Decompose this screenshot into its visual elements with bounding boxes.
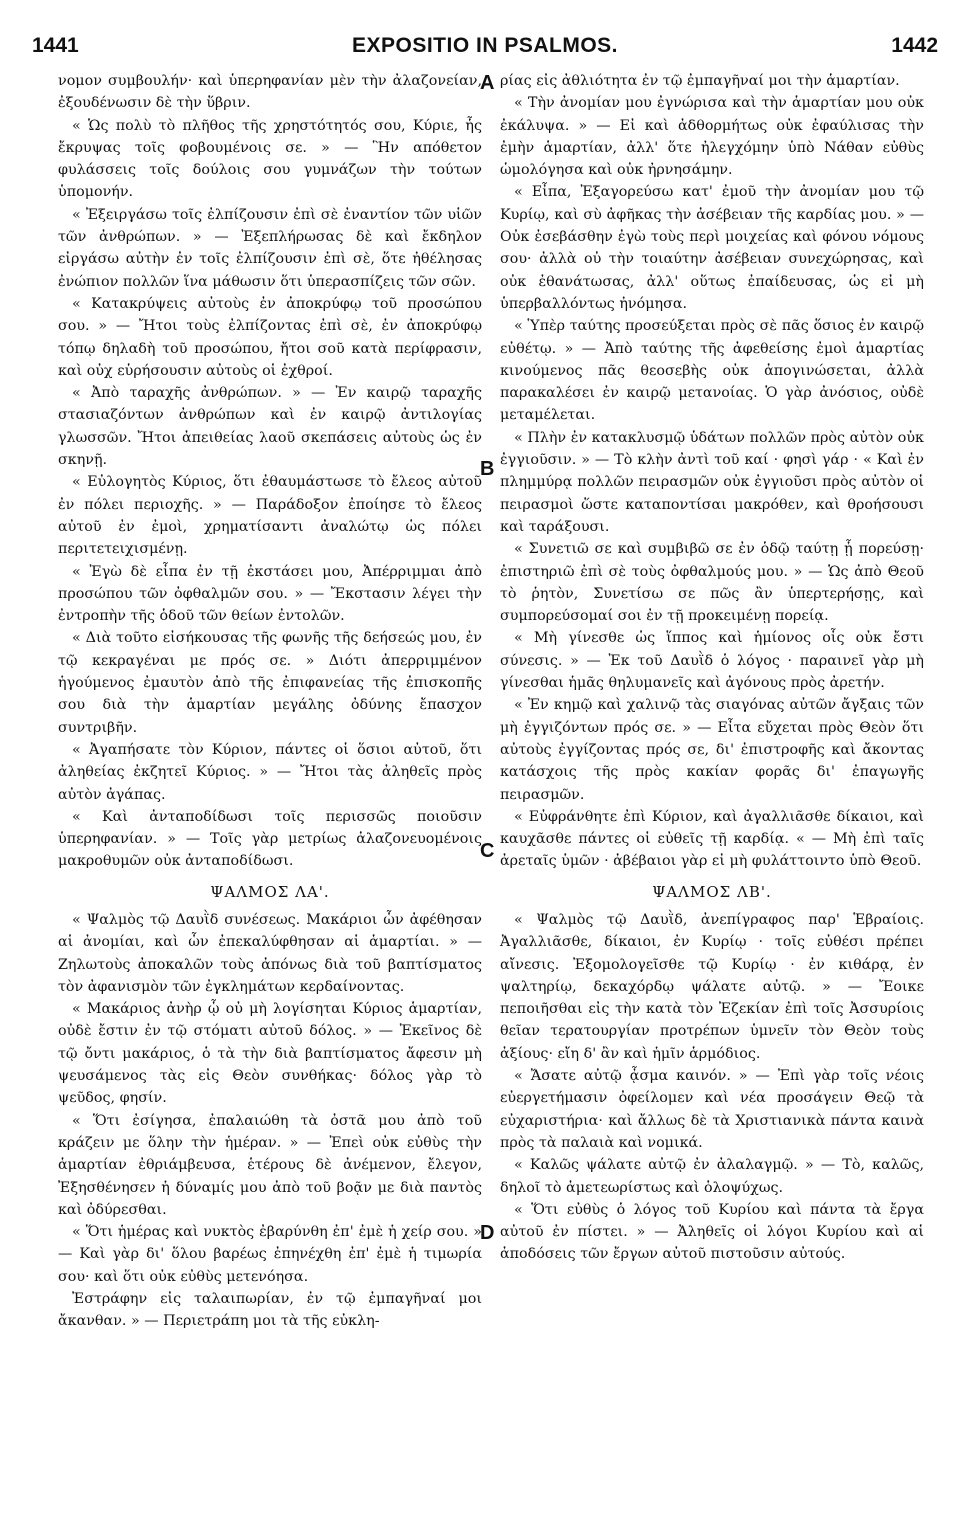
margin-letter-b: B <box>480 458 495 480</box>
paragraph: « Κατακρύψεις αὐτοὺς ἐν ἀποκρύφῳ τοῦ προσώπου σου. » — Ἤτοι τοὺς ἐλπίζοντας ἐπὶ σὲ, ἐν ἀποκρύφῳ τόπῳ δηλαδὴ τοῦ προσώπου, ἤτοι σοῦ κατὰ περίφρασιν, καὶ οὐχ εὑρήσουσιν αὐτοὺς οἱ ἐχθροί. <box>58 295 482 379</box>
paragraph: « Εἶπα, Ἐξαγορεύσω κατ' ἐμοῦ τὴν ἀνομίαν μου τῷ Κυρίῳ, καὶ σὺ ἀφῆκας τὴν ἀσέβειαν τῆς καρδίας μου. » — Οὐκ ἐσεβάσθην ἐγὼ τοὺς περὶ μοιχείας καὶ φόνου νόμους σου· ἀλλὰ οὐ τὴν τοιαύτην ἀσέβειαν συνεχώρησας, καὶ οὐκ ἐθανάτωσας, ἀλλ' οὕτως ἐπαίδευσας, ὡς εἰ μὴ ὑπερβαλλόντως ἠνόμησα. <box>500 184 924 312</box>
paragraph: « Ὅτι ἡμέρας καὶ νυκτὸς ἐβαρύνθη ἐπ' ἐμὲ ἡ χείρ σου. » — Καὶ γὰρ δι' ὅλου βαρέως ἐπηνέχθη ἐπ' ἐμὲ ἡ τιμωρία σου· καὶ ὅτι οὐκ εὐθὺς μετενόησα. <box>58 1224 482 1285</box>
paragraph: Ἐστράφην εἰς ταλαιπωρίαν, ἐν τῷ ἐμπαγῆναί μοι ἄκανθαν. » — Περιετράπη μοι τὰ τῆς εὐκλη- <box>58 1291 482 1330</box>
left-column <box>58 70 482 1333</box>
right-page-number: 1442 <box>891 34 938 57</box>
running-header <box>32 34 938 62</box>
paragraph: « Καὶ ἀνταποδίδωσι τοῖς περισσῶς ποιοῦσιν ὑπερηφανίαν. » — Τοῖς γὰρ μετρίως ἀλαζονευομένοις μακροθυμῶν οὐκ ἀνταποδίδωσι. <box>58 808 482 870</box>
paragraph: « Καλῶς ψάλατε αὐτῷ ἐν ἀλαλαγμῷ. » — Τὸ, καλῶς, δηλοῖ τὸ ἀμετεωρίστως καὶ ὁλοψύχως. <box>500 1157 924 1196</box>
paragraph: ρίας εἰς ἀθλιότητα ἐν τῷ ἐμπαγῆναί μοι τὴν ἁμαρτίαν. <box>500 73 900 89</box>
paragraph: « Ἄσατε αὐτῷ ᾆσμα καινόν. » — Ἐπὶ γὰρ τοῖς νέοις εὐεργετήμασιν ὀφείλομεν καὶ νέα προσάγειν Θεῷ τὰ εὐχαριστήρια· καὶ ἄλλως δὲ τὰ Χριστιανικὰ πάντα καινὰ πρὸς τὰ παλαιὰ καὶ νομικά. <box>500 1068 924 1151</box>
paragraph: « Διὰ τοῦτο εἰσήκουσας τῆς φωνῆς τῆς δεήσεώς μου, ἐν τῷ κεκραγέναι με πρός σε. » Διότι ἀπερριμμένον ἡγούμενος ἐμαυτὸν ἀπὸ τῆς ἐπιφανείας τῆς ἐπισκοπῆς σου διὰ τὴν ἁμαρτίαν μεγάλης ὀδύνης ἔπασχον συντριβῆν. <box>58 630 482 736</box>
paragraph: « Εὐλογητὸς Κύριος, ὅτι ἐθαυμάστωσε τὸ ἔλεος αὐτοῦ ἐν πόλει περιοχῆς. » — Παράδοξον ἐποίησε τὸ ἔλεος αὐτοῦ ἐν ἐμοὶ, χρηματίσαντι ἀναλώτῳ ὡς πόλει περιτετειχισμένῃ. <box>58 474 482 558</box>
paragraph: « Ἀγαπήσατε τὸν Κύριον, πάντες οἱ ὅσιοι αὐτοῦ, ὅτι ἀληθείας ἐκζητεῖ Κύριος. » — Ἤτοι τὰς ἀληθεῖς πρὸς αὐτὸν ἀγάπας. <box>58 741 482 803</box>
psalm-heading: ΨΑΛΜΟΣ ΛΒ'. <box>652 882 772 901</box>
margin-letter-a: A <box>480 72 495 94</box>
margin-letter-c: C <box>480 840 495 862</box>
paragraph: « Ὡς πολὺ τὸ πλῆθος τῆς χρηστότητός σου, Κύριε, ἧς ἔκρυψας τοῖς φοβουμένοις σε. » — Ἣν απόθετον φυλάσσεις τοῖς δούλοις σου γυμνάζων τὴν τούτων ὑπομονήν. <box>58 117 482 201</box>
paragraph: « Ἐν κημῷ καὶ χαλινῷ τὰς σιαγόνας αὐτῶν ἄγξαις τῶν μὴ ἐγγιζόντων πρός σε. » — Εἶτα εὔχεται πρὸς Θεὸν ὅτι αὐτοὺς ἐγγίζοντας πρός σε, δι' ἐπιστροφῆς καὶ ἄκοντας κατάσχοις τῆς πρὸς κακίαν φορᾶς δι' ἐπαγωγῆς πειρασμῶν. <box>500 697 924 803</box>
paragraph: « Συνετιῶ σε καὶ συμβιβῶ σε ἐν ὁδῷ ταύτῃ ᾗ πορεύσῃ· ἐπιστηριῶ ἐπὶ σὲ τοὺς ὀφθαλμούς μου. » — Ὡς ἀπὸ Θεοῦ τὸ ῥητὸν, Συνετίσω σε πῶς ἂν ὑπερτερήσῃς, καὶ συμπορεύσομαί σοι ἐν τῇ προκειμένῃ πορείᾳ. <box>500 541 924 625</box>
paragraph: « Ψαλμὸς τῷ Δαυῒδ, ἀνεπίγραφος παρ' Ἑβραίοις. Ἀγαλλιᾶσθε, δίκαιοι, ἐν Κυρίῳ · τοῖς εὐθέσι πρέπει αἴνεσις. Ἐξομολογεῖσθε τῷ Κυρίῳ · ἐν κιθάρᾳ, ἐν ψαλτηρίῳ, δεκαχόρδῳ ψάλατε αὐτῷ. » — Ἔοικε πεποιῆσθαι εἰς τὴν κατὰ τὸν Ἐζεκίαν ἐπὶ τοῖς Ἀσσυρίοις θεῖαν τερατουργίαν προτρέπων ὑμνεῖν τὸν Θεὸν τοὺς ἀξίους· εἴη δ' ἂν καὶ ἡμῖν ἁρμόδιος. <box>500 911 924 1062</box>
paragraph: νομον συμβουλήν· καὶ ὑπερηφανίαν μὲν τὴν ἀλαζονείαν, ἐξουδένωσιν δὲ τὴν ὕβριν. <box>58 73 482 112</box>
running-title: EXPOSITIO IN PSALMOS. <box>351 34 619 57</box>
paragraph: « Ἐξειργάσω τοῖς ἐλπίζουσιν ἐπὶ σὲ ἐναντίον τῶν υἱῶν τῶν ἀνθρώπων. » — Ἐξεπλήρωσας δὲ καὶ ἔκδηλον εἰργάσω αὐτὴν ἐν τοῖς ἐλπίζουσιν ἐπὶ σὲ, ὅτε ἠθέλησας ἐνώπιον πολλῶν ἵνα μάθωσιν ὅτι ὑπερασπίζεις τῶν σῶν. <box>58 206 482 290</box>
paragraph: « Πλὴν ἐν κατακλυσμῷ ὑδάτων πολλῶν πρὸς αὐτὸν οὐκ ἐγγιοῦσιν. » — Τὸ κλὴν ἀντὶ τοῦ καί · φησὶ γάρ · « Καὶ ἐν πλημμύρᾳ πολλῶν πειρασμῶν οὐκ ἐγγιοῦσι πρὸς αὐτὸν οἱ πειρασμοὶ ὥστε καταποντίσαι μακρόθεν, καὶ θροήσουσι καὶ ταράξουσι. <box>500 429 924 535</box>
paragraph: « Ἀπὸ ταραχῆς ἀνθρώπων. » — Ἐν καιρῷ ταραχῆς στασιαζόντων ἀνθρώπων καὶ ἐν καιρῷ ἀντιλογίας γλωσσῶν. Ἤτοι ἀπειθείας λαοῦ σκεπάσεις αὐτοὺς ὡς ἐν σκηνῇ. <box>58 385 482 469</box>
margin-letter-d: D <box>480 1222 495 1244</box>
paragraph: « Εὐφράνθητε ἐπὶ Κύριον, καὶ ἀγαλλιᾶσθε δίκαιοι, καὶ καυχᾶσθε πάντες οἱ εὐθεῖς τῇ καρδίᾳ. « — Μὴ ἐπὶ ταῖς ἀρεταῖς ὑμῶν · ἀβέβαιοι γὰρ εἰ μὴ φυλάττοιντο ὑπὸ Θεοῦ. <box>500 808 924 870</box>
right-column <box>500 70 924 1266</box>
paragraph: « Ὅτι ἐσίγησα, ἐπαλαιώθη τὰ ὀστᾶ μου ἀπὸ τοῦ κράζειν με ὅλην τὴν ἡμέραν. » — Ἐπεὶ οὐκ εὐθὺς τὴν ἁμαρτίαν ἐθριάμβευσα, ἑτέρους δὲ ἀνέμενον, ἔλεγον, Ἐξησθένησεν ἡ δύναμίς μου ἀπὸ τοῦ βοᾷν με διὰ παντὸς καὶ ὀδύρεσθαι. <box>58 1112 482 1218</box>
paragraph: « Ψαλμὸς τῷ Δαυῒδ συνέσεως. Μακάριοι ὧν ἀφέθησαν αἱ ἀνομίαι, καὶ ὧν ἐπεκαλύφθησαν αἱ ἁμαρτίαι. » — Ζηλωτοὺς ἀποκαλῶν τοὺς ἀπόνως διὰ τοῦ βαπτίσματος τὸν ἀφανισμὸν τῶν ἐγκλημάτων κερδαίνοντας. <box>58 911 482 995</box>
psalm-heading: ΨΑΛΜΟΣ ΛΑ'. <box>210 882 330 901</box>
left-page-number: 1441 <box>32 34 79 57</box>
paragraph: « Μακάριος ἀνὴρ ᾧ οὐ μὴ λογίσηται Κύριος ἁμαρτίαν, οὐδὲ ἔστιν ἐν τῷ στόματι αὐτοῦ δόλος. » — Ἐκεῖνος δὲ τῷ ὄντι μακάριος, ὁ τὰ τὴν διὰ βαπτίσματος ἄφεσιν μὴ ψευσάμενος τὰς εἰς Θεὸν συνθήκας· δόλος γὰρ τὸ ψεῦδος, φησίν. <box>58 1001 482 1107</box>
paragraph: « Ὅτι εὐθὺς ὁ λόγος τοῦ Κυρίου καὶ πάντα τὰ ἔργα αὐτοῦ ἐν πίστει. » — Ἀληθεῖς οἱ λόγοι Κυρίου καὶ αἱ ἀποδόσεις τῶν ἔργων αὐτοῦ πιστοῦσιν αὐτούς. <box>500 1201 924 1263</box>
paragraph: « Τὴν ἀνομίαν μου ἐγνώρισα καὶ τὴν ἁμαρτίαν μου οὐκ ἐκάλυψα. » — Εἰ καὶ ἀδθορμήτως οὐκ ἐφαύλισας τὴν ἐμὴν ἁμαρτίαν, ἀλλ' ὅτε ἠλεγχόμην ὑπὸ Νάθαν εὐθὺς ὡμολόγησα καὶ οὐκ ἠρνησάμην. <box>500 95 924 179</box>
paragraph: « Ἐγὼ δὲ εἶπα ἐν τῇ ἐκστάσει μου, Ἀπέρριμμαι ἀπὸ προσώπου τῶν ὀφθαλμῶν σου. » — Ἔκστασιν λέγει τὴν ἐντροπὴν τῆς ὁδοῦ τῶν θείων ἐντολῶν. <box>58 563 482 625</box>
paragraph: « Μὴ γίνεσθε ὡς ἵππος καὶ ἡμίονος οἷς οὐκ ἔστι σύνεσις. » — Ἐκ τοῦ Δαυῒδ ὁ λόγος · παραινεῖ γὰρ μὴ γίνεσθαι ἡμᾶς θηλυμανεῖς καὶ ἀγόνους πρὸς ἀρετήν. <box>500 630 924 692</box>
paragraph: « Ὑπὲρ ταύτης προσεύξεται πρὸς σὲ πᾶς ὅσιος ἐν καιρῷ εὐθέτῳ. » — Ἀπὸ ταύτης τῆς ἀφεθείσης ἐμοὶ ἁμαρτίας κινούμενος πᾶς θεοσεβὴς οὐκ ἀπογινώσεται, ἀλλὰ παρακαλέσει ἐν καιρῷ μετανοίας. Ὁ γὰρ ἀνόσιος, οὐδὲ μεταμέλεται. <box>500 318 924 424</box>
